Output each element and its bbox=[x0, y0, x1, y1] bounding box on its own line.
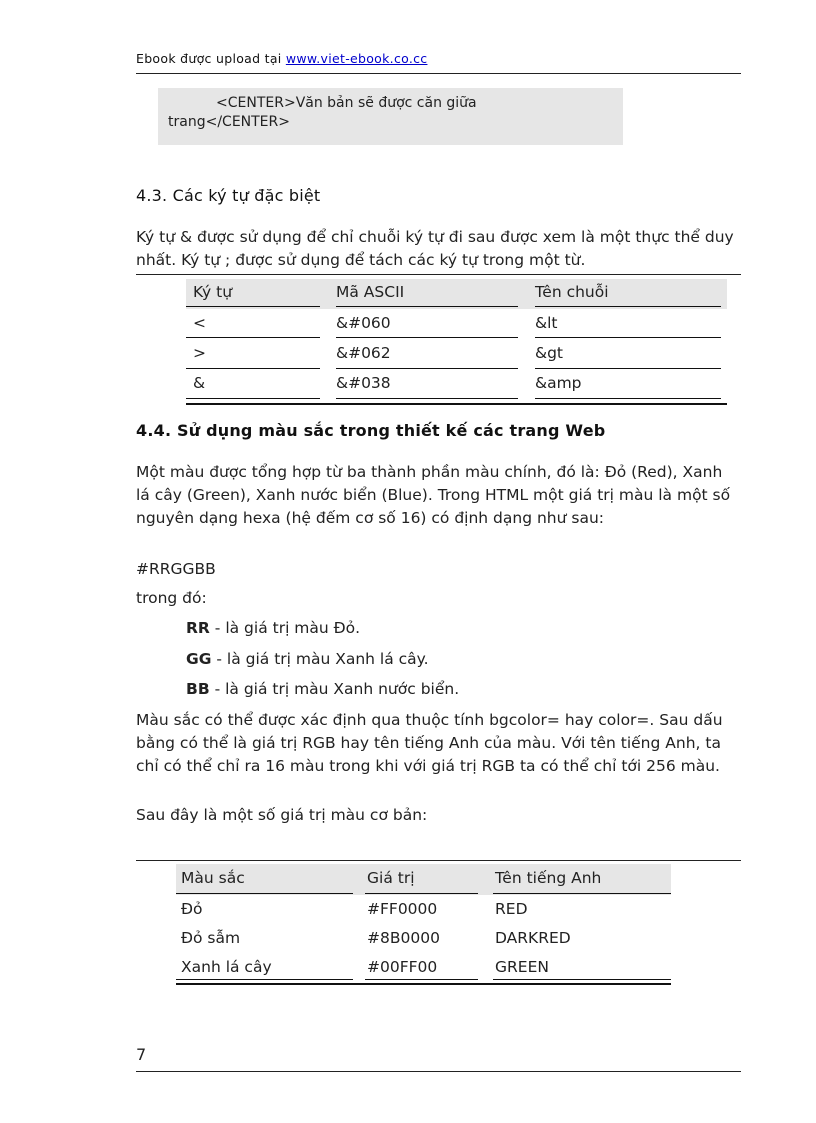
page-number: 7 bbox=[136, 1045, 147, 1064]
code-open-tag: <CENTER> bbox=[216, 95, 296, 111]
table-cell: #8B0000 bbox=[367, 929, 440, 947]
header-rule bbox=[136, 73, 741, 74]
item-desc: - là giá trị màu Đỏ. bbox=[209, 619, 361, 637]
table-cell: DARKRED bbox=[495, 929, 571, 947]
table-cell: GREEN bbox=[495, 958, 549, 976]
section-4-3-paragraph: Ký tự & được sử dụng để chỉ chuỗi ký tự đi sau được xem là một thực thể duy nhất. Ký tự ; được sử dụng để tách các ký tự trong một từ. bbox=[136, 228, 734, 269]
table1-header-char: Ký tự bbox=[193, 283, 233, 301]
row-underline bbox=[186, 368, 320, 369]
row-underline bbox=[493, 979, 671, 980]
row-underline bbox=[336, 337, 518, 338]
section-4-4-paragraph-2: Màu sắc có thể được xác định qua thuộc tính bgcolor= hay color=. Sau dấu bằng có thể là giá trị RGB hay tên tiếng Anh của màu. Với tên tiếng Anh, ta chỉ có thể chỉ ra 16 màu trong khi với giá trị RGB ta có thể chỉ tới 256 màu. bbox=[136, 711, 723, 775]
table1-header-name: Tên chuỗi bbox=[535, 283, 609, 301]
code-close-tag: </CENTER> bbox=[205, 114, 290, 130]
table-cell: &gt bbox=[535, 344, 564, 362]
table-row: < bbox=[193, 314, 206, 332]
table2-header-english: Tên tiếng Anh bbox=[495, 869, 602, 887]
item-code: BB bbox=[186, 680, 210, 698]
item-desc: - là giá trị màu Xanh nước biển. bbox=[209, 680, 460, 698]
item-desc: - là giá trị màu Xanh lá cây. bbox=[211, 650, 429, 668]
table1-header-underline-2 bbox=[336, 306, 518, 307]
code-text-1: Văn bản sẽ được căn giữa bbox=[295, 95, 477, 111]
section-title-4-3: 4.3. Các ký tự đặc biệt bbox=[136, 186, 321, 205]
row-underline bbox=[336, 368, 518, 369]
list-item bbox=[186, 650, 429, 668]
table-cell: &amp bbox=[535, 374, 582, 392]
code-example bbox=[158, 88, 623, 145]
where-label: trong đó: bbox=[136, 589, 207, 607]
table-cell: &#062 bbox=[336, 344, 391, 362]
code-text-2: trang bbox=[168, 114, 206, 130]
footer-rule bbox=[136, 1071, 741, 1072]
row-underline bbox=[336, 398, 518, 399]
table-cell: &lt bbox=[535, 314, 558, 332]
table1-header-bg bbox=[186, 279, 727, 309]
row-underline bbox=[535, 368, 721, 369]
table1-header-ascii: Mã ASCII bbox=[336, 283, 405, 301]
section-4-4-paragraph-1: Một màu được tổng hợp từ ba thành phần màu chính, đó là: Đỏ (Red), Xanh lá cây (Green), Xanh nước biển (Blue). Trong HTML một giá trị màu là một số nguyên dạng hexa (hệ đếm cơ số 16) có định dạng như sau: bbox=[136, 463, 731, 527]
table2-bottom-rule bbox=[176, 983, 671, 985]
table2-top-rule bbox=[136, 860, 741, 861]
header-text: Ebook được upload tại bbox=[136, 51, 286, 66]
table-row: & bbox=[193, 374, 206, 392]
table2-header-underline-3 bbox=[493, 893, 671, 894]
code-line-2 bbox=[168, 113, 623, 132]
table1-bottom-rule bbox=[186, 403, 727, 405]
page-header bbox=[136, 51, 741, 66]
row-underline bbox=[176, 979, 353, 980]
row-underline bbox=[535, 398, 721, 399]
row-underline bbox=[186, 337, 320, 338]
section-title-4-4: 4.4. Sử dụng màu sắc trong thiết kế các trang Web bbox=[136, 421, 606, 440]
header-link[interactable]: www.viet-ebook.co.cc bbox=[285, 51, 428, 66]
table1-header-underline-3 bbox=[535, 306, 721, 307]
table-cell: #00FF00 bbox=[367, 958, 438, 976]
section-4-4-paragraph-3: Sau đây là một số giá trị màu cơ bản: bbox=[136, 806, 428, 824]
table-cell: #FF0000 bbox=[367, 900, 438, 918]
table-row: Đỏ bbox=[181, 900, 203, 918]
list-item bbox=[186, 619, 360, 637]
list-item bbox=[186, 680, 459, 698]
table-cell: RED bbox=[495, 900, 528, 918]
table-row: > bbox=[193, 344, 206, 362]
table-row: Xanh lá cây bbox=[181, 958, 272, 976]
item-code: GG bbox=[186, 650, 212, 668]
table2-header-value: Giá trị bbox=[367, 869, 415, 887]
table-cell: &#060 bbox=[336, 314, 391, 332]
color-format: #RRGGBB bbox=[136, 560, 216, 578]
table2-header-underline-2 bbox=[365, 893, 478, 894]
table2-header-underline-1 bbox=[176, 893, 353, 894]
row-underline bbox=[535, 337, 721, 338]
table-row: Đỏ sẫm bbox=[181, 929, 241, 947]
code-line-1 bbox=[168, 94, 623, 113]
table1-top-rule bbox=[136, 274, 741, 275]
table1-header-underline-1 bbox=[186, 306, 320, 307]
item-code: RR bbox=[186, 619, 210, 637]
table2-header-color: Màu sắc bbox=[181, 869, 245, 887]
table-cell: &#038 bbox=[336, 374, 391, 392]
row-underline bbox=[186, 398, 320, 399]
row-underline bbox=[365, 979, 478, 980]
